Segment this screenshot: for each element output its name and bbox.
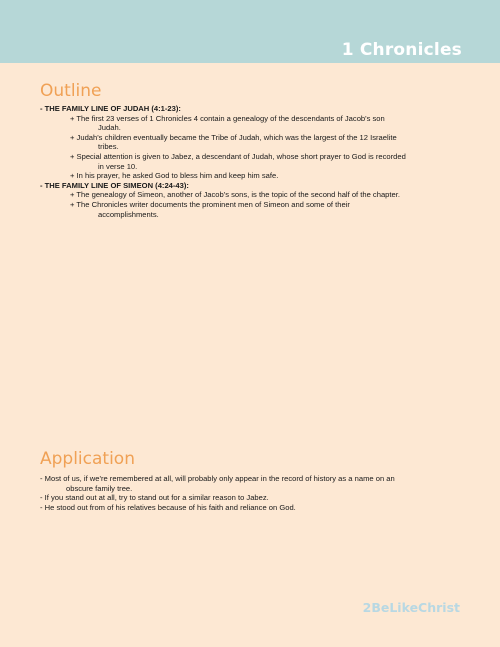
outline-point: + The Chronicles writer documents the prominent men of Simeon and some of their accomplishments. bbox=[70, 199, 350, 219]
outline-point: + The genealogy of Simeon, another of Jacob's sons, is the topic of the second half of the chapter. bbox=[70, 190, 400, 200]
outline-point: + The first 23 verses of 1 Chronicles 4 contain a genealogy of the descendants of Jacob's son Judah. bbox=[70, 113, 385, 133]
application-heading: Application bbox=[40, 449, 135, 469]
outline-section-simeon: - THE FAMILY LINE OF SIMEON (4:24-43): bbox=[40, 180, 189, 190]
application-list bbox=[40, 474, 460, 512]
application-point: - Most of us, if we're remembered at all, will probably only appear in the record of history as a name on an obscure family tree. bbox=[40, 474, 395, 493]
footer-brand-logo: 2BeLikeChrist bbox=[362, 600, 460, 615]
application-point: - He stood out from of his relatives because of his faith and reliance on God. bbox=[40, 502, 296, 512]
outline-point: + In his prayer, he asked God to bless him and keep him safe. bbox=[70, 171, 279, 181]
outline-list bbox=[40, 104, 460, 219]
book-title: 1 Chronicles bbox=[341, 40, 462, 60]
outline-section-judah: - THE FAMILY LINE OF JUDAH (4:1-23): bbox=[40, 104, 181, 113]
outline-heading: Outline bbox=[40, 81, 102, 101]
outline-point: + Judah's children eventually became the Tribe of Judah, which was the largest of the 12 Israelite tribes. bbox=[70, 132, 397, 152]
outline-point: + Special attention is given to Jabez, a descendant of Judah, whose short prayer to God is recorded in verse 10. bbox=[70, 151, 406, 171]
application-point: - If you stand out at all, try to stand out for a similar reason to Jabez. bbox=[40, 493, 269, 503]
